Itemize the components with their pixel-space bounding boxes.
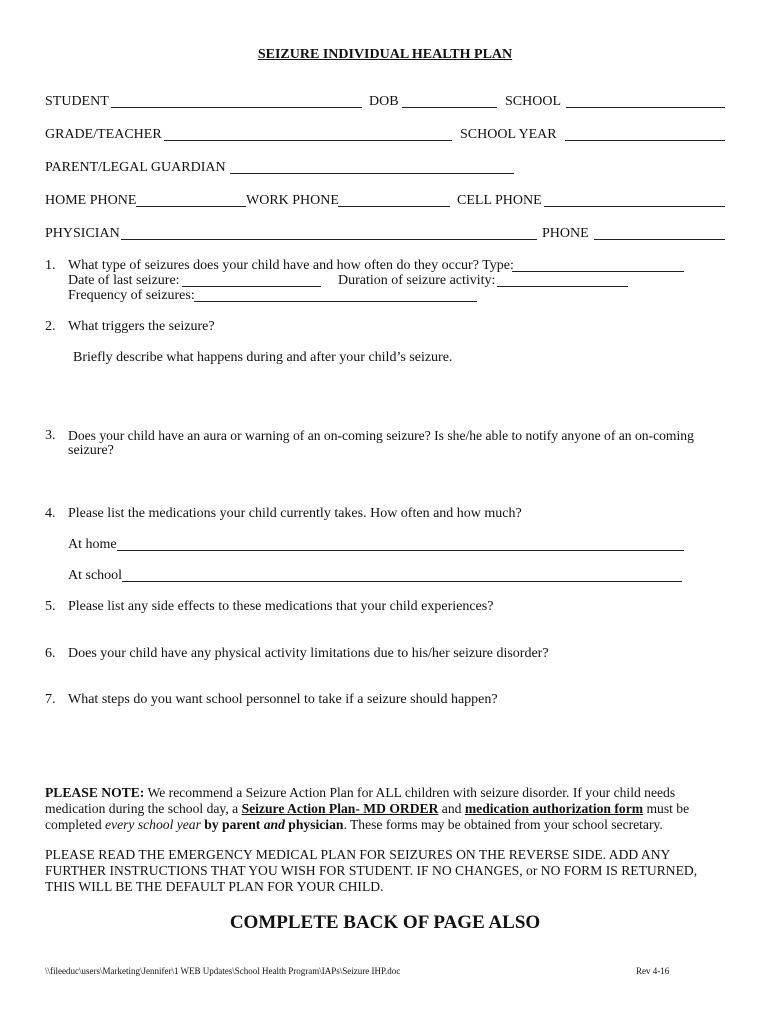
q1-frequency-label: Frequency of seizures: <box>68 288 195 303</box>
medication-authorization-link[interactable]: medication authorization form <box>464 801 644 816</box>
note-label: PLEASE NOTE: <box>45 785 145 800</box>
instructions-line2: FURTHER INSTRUCTIONS THAT YOU WISH FOR STUDENT. IF NO CHANGES, or NO FORM IS RETURNED, <box>45 863 698 878</box>
q4-at-school-field[interactable] <box>122 581 682 582</box>
footer-revision: Rev 4-16 <box>636 966 670 976</box>
q3-number: 3. <box>45 428 56 443</box>
school-year-field[interactable] <box>565 140 725 141</box>
q2-number: 2. <box>45 319 56 334</box>
dob-field[interactable] <box>402 107 497 108</box>
q2-text: What triggers the seizure? <box>68 319 215 334</box>
q4-at-school-label: At school <box>68 568 123 583</box>
note-line2-text-b: and <box>438 801 465 816</box>
cell-phone-label: CELL PHONE <box>457 193 542 208</box>
note-line2-text-a: medication during the school day, a <box>45 801 242 816</box>
q4-text: Please list the medications your child currently takes. How often and how much? <box>68 506 522 521</box>
q1-frequency-field[interactable] <box>194 301 477 302</box>
q7-number: 7. <box>45 692 56 707</box>
cell-phone-field[interactable] <box>544 206 725 207</box>
note-line2-text-c: must be <box>643 801 690 816</box>
q1-duration-label: Duration of seizure activity: <box>338 273 496 288</box>
seizure-action-plan-link[interactable]: Seizure Action Plan- MD ORDER <box>241 801 439 816</box>
work-phone-field[interactable] <box>338 206 450 207</box>
note-line1 <box>45 785 675 801</box>
q1-type-field[interactable] <box>512 271 684 272</box>
instructions-line3: THIS WILL BE THE DEFAULT PLAN FOR YOUR CHILD. <box>45 879 384 894</box>
page-title: SEIZURE INDIVIDUAL HEALTH PLAN <box>257 47 513 62</box>
note-and: and <box>263 817 285 832</box>
note-physician: physician <box>284 817 344 832</box>
q4-at-home-field[interactable] <box>117 550 684 551</box>
dob-label: DOB <box>369 94 399 109</box>
q1-number: 1. <box>45 258 56 273</box>
note-every-school-year: every school year <box>105 817 201 832</box>
q1-date-label: Date of last seizure: <box>68 273 180 288</box>
q4-number: 4. <box>45 506 56 521</box>
q5-number: 5. <box>45 599 56 614</box>
home-phone-field[interactable] <box>136 206 246 207</box>
grade-teacher-label: GRADE/TEACHER <box>45 127 162 142</box>
q6-number: 6. <box>45 646 56 661</box>
note-line1-text: We recommend a Seizure Action Plan for ALL children with seizure disorder. If your child needs <box>144 785 676 800</box>
instructions-line1: PLEASE READ THE EMERGENCY MEDICAL PLAN FOR SEIZURES ON THE REVERSE SIDE. ADD ANY <box>45 847 671 862</box>
q1-date-field[interactable] <box>182 286 321 287</box>
parent-field[interactable] <box>230 173 514 174</box>
grade-teacher-field[interactable] <box>164 140 452 141</box>
physician-label: PHYSICIAN <box>45 226 120 241</box>
student-label: STUDENT <box>45 94 109 109</box>
q3-text-line1: Does your child have an aura or warning of an on-coming seizure? Is she/he able to notify anyone of an on-coming <box>68 428 694 443</box>
note-line3-text-d: . These forms may be obtained from your school secretary. <box>343 817 663 832</box>
q1-duration-field[interactable] <box>497 286 628 287</box>
q6-text: Does your child have any physical activity limitations due to his/her seizure disorder? <box>68 646 549 661</box>
q1-text: What type of seizures does your child have and how often do they occur? Type: <box>68 258 514 273</box>
school-field[interactable] <box>566 107 725 108</box>
complete-back-heading: COMPLETE BACK OF PAGE ALSO <box>229 912 541 933</box>
home-phone-label: HOME PHONE <box>45 193 137 208</box>
note-line3 <box>45 817 663 833</box>
q5-text: Please list any side effects to these medications that your child experiences? <box>68 599 494 614</box>
parent-label: PARENT/LEGAL GUARDIAN <box>45 160 226 175</box>
school-label: SCHOOL <box>505 94 562 109</box>
phone-label: PHONE <box>542 226 589 241</box>
note-line3-text-a: completed <box>45 817 106 832</box>
work-phone-label: WORK PHONE <box>246 193 339 208</box>
q7-text: What steps do you want school personnel to take if a seizure should happen? <box>68 692 498 707</box>
note-line2 <box>45 801 689 817</box>
student-field[interactable] <box>111 107 362 108</box>
school-year-label: SCHOOL YEAR <box>460 127 557 142</box>
phone-field[interactable] <box>594 239 725 240</box>
footer-file-path: \\fileeduc\users\Marketing\Jennifer\1 WEB Updates\School Health Program\IAPs\Seizure IHP.doc <box>45 966 401 976</box>
physician-field[interactable] <box>121 239 537 240</box>
note-by-parent: by parent <box>200 817 264 832</box>
q3-text-line2: seizure? <box>68 443 114 458</box>
q2-sub-text: Briefly describe what happens during and after your child’s seizure. <box>73 350 453 365</box>
q4-at-home-label: At home <box>68 537 117 552</box>
